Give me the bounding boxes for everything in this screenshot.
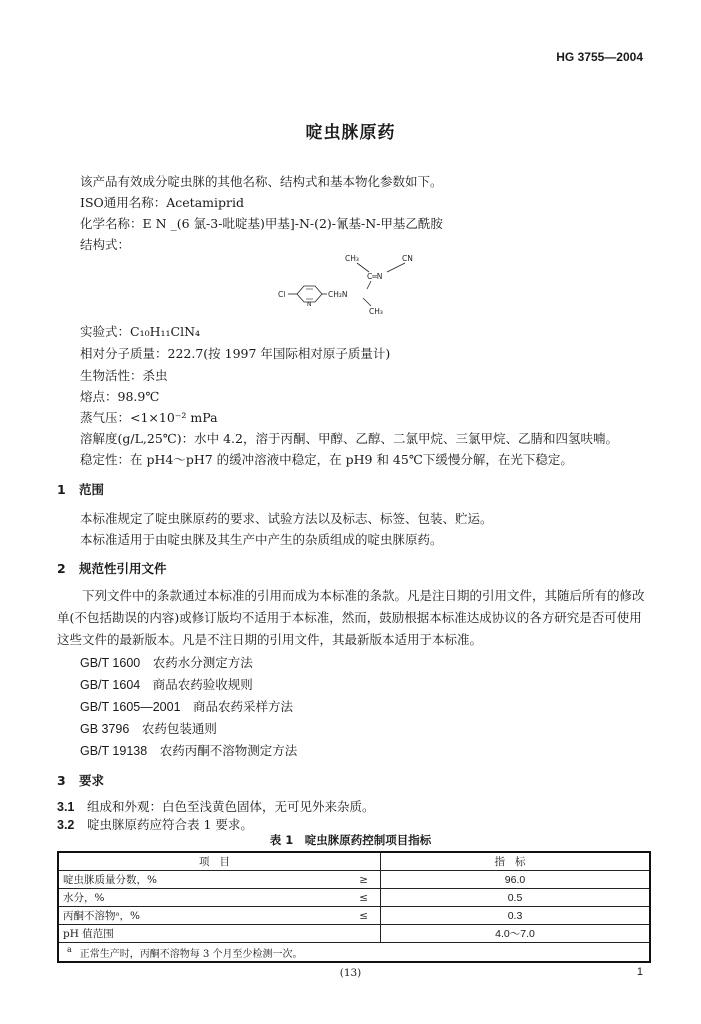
reference-item <box>80 719 217 737</box>
structure-label: 结构式： <box>80 237 131 252</box>
section-1-heading <box>57 480 104 498</box>
table-footnote-row <box>58 943 650 963</box>
reference-item <box>80 653 253 671</box>
column-header-index: 指标 <box>381 852 651 871</box>
vapor-pressure: 蒸气压：<1×10⁻² mPa <box>80 410 218 425</box>
row-relation: ≤ <box>324 889 381 907</box>
cl-label: Cl <box>278 290 286 299</box>
ch3-bottom-label: CH₃ <box>369 307 383 316</box>
reference-item <box>80 741 297 759</box>
section-2-para: 下列文件中的条款通过本标准的引用而成为本标准的条款。凡是注日期的引用文件，其随后所有的修改单(不包括勘误的内容)或修订版均不适用于本标准，然而，鼓励根据本标准达成协议的各方研究是否可使用这些文件的最新版本。凡是不注日期的引用文件，其最新版本适用于本标准。 <box>57 588 645 647</box>
spec-table <box>57 851 651 963</box>
row-relation: ≤ <box>324 907 381 925</box>
ch2n-label: CH₂N <box>328 290 348 299</box>
page-number: 1 <box>636 966 643 978</box>
table-header-row <box>58 852 650 871</box>
table-row <box>58 907 650 925</box>
section-1-para-1: 本标准规定了啶虫脒原药的要求、试验方法以及标志、标签、包装、贮运。 <box>80 511 493 526</box>
reference-name: 商品农药采样方法 <box>193 699 294 714</box>
document-title: 啶虫脒原药 <box>305 123 396 143</box>
reference-code: GB/T 1600 <box>80 656 141 670</box>
svg-text:N: N <box>307 301 312 308</box>
table-row <box>58 889 650 907</box>
section-2-heading <box>57 559 167 577</box>
structural-formula <box>275 252 435 318</box>
cn-label: CN <box>402 254 413 263</box>
table-row <box>58 925 650 943</box>
clause-number: 3.2 <box>57 818 75 832</box>
section-number: 2 <box>57 561 66 576</box>
reference-name: 农药水分测定方法 <box>152 655 253 670</box>
iso-name: ISO通用名称：Acetamiprid <box>80 195 244 210</box>
row-relation: ≥ <box>324 871 381 889</box>
row-value: 96.0 <box>381 871 651 889</box>
stability: 稳定性：在 pH4～pH7 的缓冲溶液中稳定，在 pH9 和 45℃下缓慢分解，在光下稳定。 <box>80 452 573 467</box>
column-header-item: 项目 <box>58 852 381 871</box>
row-item: 水分，% <box>58 889 324 907</box>
footnote-text: 正常生产时，丙酮不溶物每 3 个月至少检测一次。 <box>79 948 303 960</box>
section-1-para-2: 本标准适用于由啶虫脒及其生产中产生的杂质组成的啶虫脒原药。 <box>80 532 443 547</box>
row-value: 0.5 <box>381 889 651 907</box>
empirical-formula: 实验式：C₁₀H₁₁ClN₄ <box>80 324 201 339</box>
section-title: 要求 <box>79 773 105 788</box>
footnote-mark: a <box>67 945 72 955</box>
row-item: pH 值范围 <box>58 925 324 943</box>
melting-point: 熔点：98.9℃ <box>80 389 160 404</box>
clause-text: 啶虫脒原药应符合表 1 要求。 <box>87 817 253 832</box>
clause-3-2 <box>57 815 253 833</box>
section-number: 3 <box>57 773 66 788</box>
row-item: 啶虫脒质量分数，% <box>58 871 324 889</box>
clause-number: 3.1 <box>57 800 75 814</box>
table-footnote <box>58 943 650 963</box>
section-title: 范围 <box>79 482 105 497</box>
standard-number: HG 3755—2004 <box>556 50 643 64</box>
reference-code: GB/T 1604 <box>80 678 141 692</box>
table-row <box>58 871 650 889</box>
solubility: 溶解度(g/L,25℃)：水中 4.2，溶于丙酮、甲醇、乙醇、二氯甲烷、三氯甲烷、乙腈和四氢呋喃。 <box>80 431 618 446</box>
chemical-name: 化学名称：E N _(6 氯-3-吡啶基)甲基]-N-(2)-氰基-N-甲基乙酰胺 <box>80 216 443 231</box>
row-value: 4.0～7.0 <box>381 925 651 943</box>
row-relation <box>324 925 381 943</box>
reference-item <box>80 697 293 715</box>
reference-code: GB/T 19138 <box>80 744 148 758</box>
section-3-heading <box>57 771 104 789</box>
reference-code: GB/T 1605—2001 <box>80 700 181 714</box>
clause-text: 组成和外观：白色至浅黄色固体，无可见外来杂质。 <box>87 799 375 814</box>
section-title: 规范性引用文件 <box>79 561 167 576</box>
c-eq-n-label: C═N <box>367 272 383 281</box>
intro-line: 该产品有效成分啶虫脒的其他名称、结构式和基本物化参数如下。 <box>80 174 443 189</box>
row-value: 0.3 <box>381 907 651 925</box>
reference-name: 农药包装通则 <box>141 721 217 736</box>
bio-activity: 生物活性：杀虫 <box>80 368 168 383</box>
ch3-top-label: CH₃ <box>345 254 359 263</box>
section-number: 1 <box>57 482 66 497</box>
table-caption: 表 1 啶虫脒原药控制项目指标 <box>269 833 432 847</box>
page-sequence: (13) <box>339 967 362 979</box>
reference-code: GB 3796 <box>80 722 130 736</box>
molecular-weight: 相对分子质量：222.7(按 1997 年国际相对原子质量计) <box>80 346 391 361</box>
clause-3-1 <box>57 797 375 815</box>
row-item: 丙酮不溶物ᵃ，% <box>58 907 324 925</box>
reference-name: 商品农药验收规则 <box>152 677 253 692</box>
reference-item <box>80 675 253 693</box>
reference-name: 农药丙酮不溶物测定方法 <box>159 743 298 758</box>
